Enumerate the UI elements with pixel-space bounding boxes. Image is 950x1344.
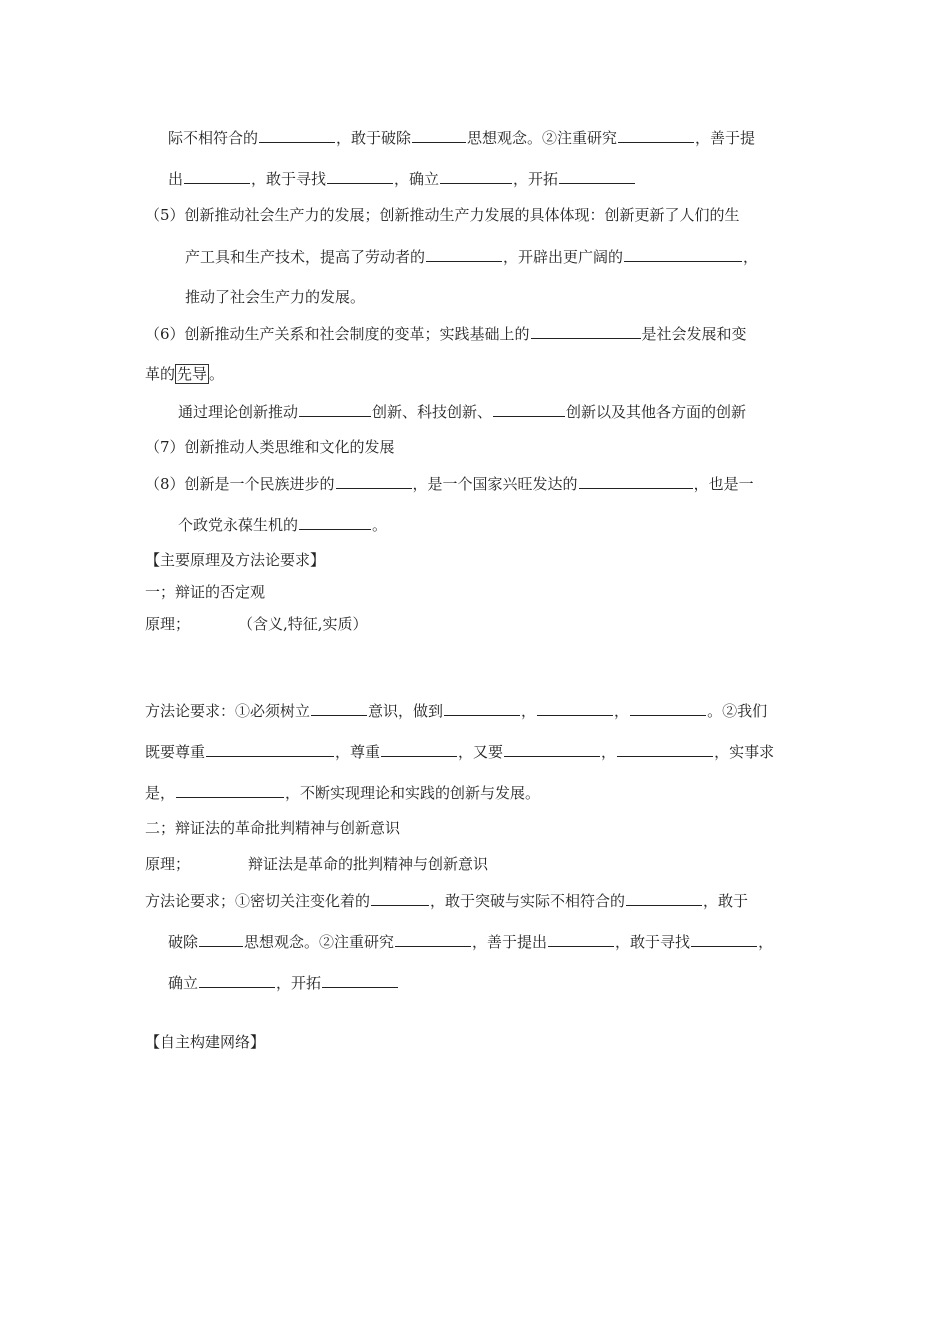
text-line — [168, 168, 636, 189]
text-line — [145, 1032, 265, 1052]
text-segment: ，是一个国家兴旺发达的 — [412, 475, 578, 493]
text-line — [145, 205, 740, 225]
fill-blank[interactable] — [299, 401, 371, 417]
text-line — [185, 287, 365, 307]
fill-blank[interactable] — [444, 700, 520, 716]
text-line — [168, 972, 399, 993]
text-line — [145, 550, 325, 570]
text-segment: 出 — [168, 170, 184, 188]
text-segment: （含义,特征,实质） — [238, 615, 368, 633]
text-segment: 辩证法是革命的批判精神与创新意识 — [248, 855, 489, 873]
text-segment: 一；辩证的否定观 — [145, 583, 266, 601]
fill-blank[interactable] — [199, 972, 275, 988]
fill-blank[interactable] — [504, 741, 600, 757]
text-line — [145, 473, 754, 494]
text-line — [145, 782, 540, 803]
fill-blank[interactable] — [259, 127, 335, 143]
text-segment: ，尊重 — [335, 743, 381, 761]
fill-blank[interactable] — [336, 473, 412, 489]
boxed-term: 先导 — [177, 365, 208, 383]
text-segment: ，开辟出更广阔的 — [503, 248, 624, 266]
fill-blank[interactable] — [381, 741, 457, 757]
text-segment: 原理； — [145, 615, 191, 633]
text-segment: ，也是一 — [693, 475, 754, 493]
text-segment: 【主要原理及方法论要求】 — [145, 551, 326, 569]
fill-blank[interactable] — [395, 931, 471, 947]
fill-blank[interactable] — [371, 890, 429, 906]
text-segment: ，善于提出 — [472, 933, 548, 951]
text-segment: 。 — [209, 365, 225, 383]
text-line — [145, 854, 488, 874]
text-line — [145, 818, 400, 838]
fill-blank[interactable] — [176, 782, 284, 798]
text-line — [168, 127, 755, 148]
fill-blank[interactable] — [426, 246, 502, 262]
text-segment: 。 — [372, 516, 388, 534]
text-segment: 。②我们 — [707, 702, 768, 720]
text-segment: ，开拓 — [513, 170, 559, 188]
text-segment: ，敢于破除 — [336, 129, 412, 147]
fill-blank[interactable] — [617, 741, 713, 757]
text-segment: 确立 — [168, 974, 199, 992]
text-segment: 【自主构建网络】 — [145, 1033, 266, 1051]
text-segment: ，敢于 — [703, 892, 749, 910]
text-segment: ，确立 — [394, 170, 440, 188]
text-segment: 个政党永葆生机的 — [178, 516, 299, 534]
text-line — [145, 700, 767, 721]
text-segment: 方法论要求：①必须树立 — [145, 702, 311, 720]
text-segment: （8）创新是一个民族进步的 — [145, 475, 335, 493]
text-segment: 方法论要求；①密切关注变化着的 — [145, 892, 371, 910]
fill-blank[interactable] — [624, 246, 742, 262]
text-segment: （7）创新推动人类思维和文化的发展 — [145, 438, 395, 456]
text-segment: ， — [758, 933, 774, 951]
text-segment: 破除 — [168, 933, 199, 951]
text-line — [145, 741, 774, 762]
text-segment: 创新、科技创新、 — [372, 403, 493, 421]
text-line — [145, 890, 748, 911]
fill-blank[interactable] — [493, 401, 565, 417]
fill-blank[interactable] — [579, 473, 693, 489]
text-segment: 创新以及其他各方面的创新 — [566, 403, 747, 421]
fill-blank[interactable] — [548, 931, 614, 947]
fill-blank[interactable] — [299, 514, 371, 530]
fill-blank[interactable] — [618, 127, 694, 143]
fill-blank[interactable] — [691, 931, 757, 947]
text-line — [178, 514, 387, 535]
fill-blank[interactable] — [322, 972, 398, 988]
text-segment: 原理； — [145, 855, 191, 873]
text-segment: 二；辩证法的革命批判精神与创新意识 — [145, 819, 401, 837]
fill-blank[interactable] — [199, 931, 243, 947]
text-line — [145, 323, 747, 344]
text-segment: ，敢于突破与实际不相符合的 — [430, 892, 626, 910]
fill-blank[interactable] — [327, 168, 393, 184]
text-segment: （5）创新推动社会生产力的发展；创新推动生产力发展的具体体现：创新更新了人们的生 — [145, 206, 740, 224]
text-line — [145, 364, 224, 384]
text-segment: ，不断实现理论和实践的创新与发展。 — [285, 784, 541, 802]
text-segment: 思想观念。②注重研究 — [467, 129, 618, 147]
fill-blank[interactable] — [311, 700, 367, 716]
text-segment: ，敢于寻找 — [251, 170, 327, 188]
text-line — [178, 401, 746, 422]
text-segment: 意识，做到 — [368, 702, 444, 720]
text-segment: （6）创新推动生产关系和社会制度的变革；实践基础上的 — [145, 325, 530, 343]
text-line — [185, 246, 758, 267]
text-line — [145, 582, 265, 602]
text-segment: ，敢于寻找 — [615, 933, 691, 951]
fill-blank[interactable] — [531, 323, 641, 339]
text-segment: ， — [743, 248, 759, 266]
text-segment: ，又要 — [458, 743, 504, 761]
text-segment: 思想观念。②注重研究 — [244, 933, 395, 951]
fill-blank[interactable] — [412, 127, 466, 143]
text-segment: ，实事求 — [714, 743, 775, 761]
fill-blank[interactable] — [559, 168, 635, 184]
fill-blank[interactable] — [537, 700, 613, 716]
fill-blank[interactable] — [630, 700, 706, 716]
text-segment: 既要尊重 — [145, 743, 206, 761]
text-segment: ， — [614, 702, 630, 720]
text-segment: 产工具和生产技术，提高了劳动者的 — [185, 248, 426, 266]
text-segment: 推动了社会生产力的发展。 — [185, 288, 366, 306]
text-line — [145, 437, 395, 457]
text-segment: 通过理论创新推动 — [178, 403, 299, 421]
fill-blank[interactable] — [626, 890, 702, 906]
fill-blank[interactable] — [184, 168, 250, 184]
fill-blank[interactable] — [440, 168, 512, 184]
text-segment: 革的 — [145, 365, 176, 383]
text-line — [168, 931, 773, 952]
text-line — [145, 614, 368, 634]
text-segment: ， — [601, 743, 617, 761]
text-segment: 是， — [145, 784, 176, 802]
text-segment: ，善于提 — [695, 129, 756, 147]
text-segment: 是社会发展和变 — [641, 325, 747, 343]
fill-blank[interactable] — [206, 741, 334, 757]
text-segment: ， — [521, 702, 537, 720]
text-segment: ，开拓 — [276, 974, 322, 992]
text-segment: 际不相符合的 — [168, 129, 259, 147]
